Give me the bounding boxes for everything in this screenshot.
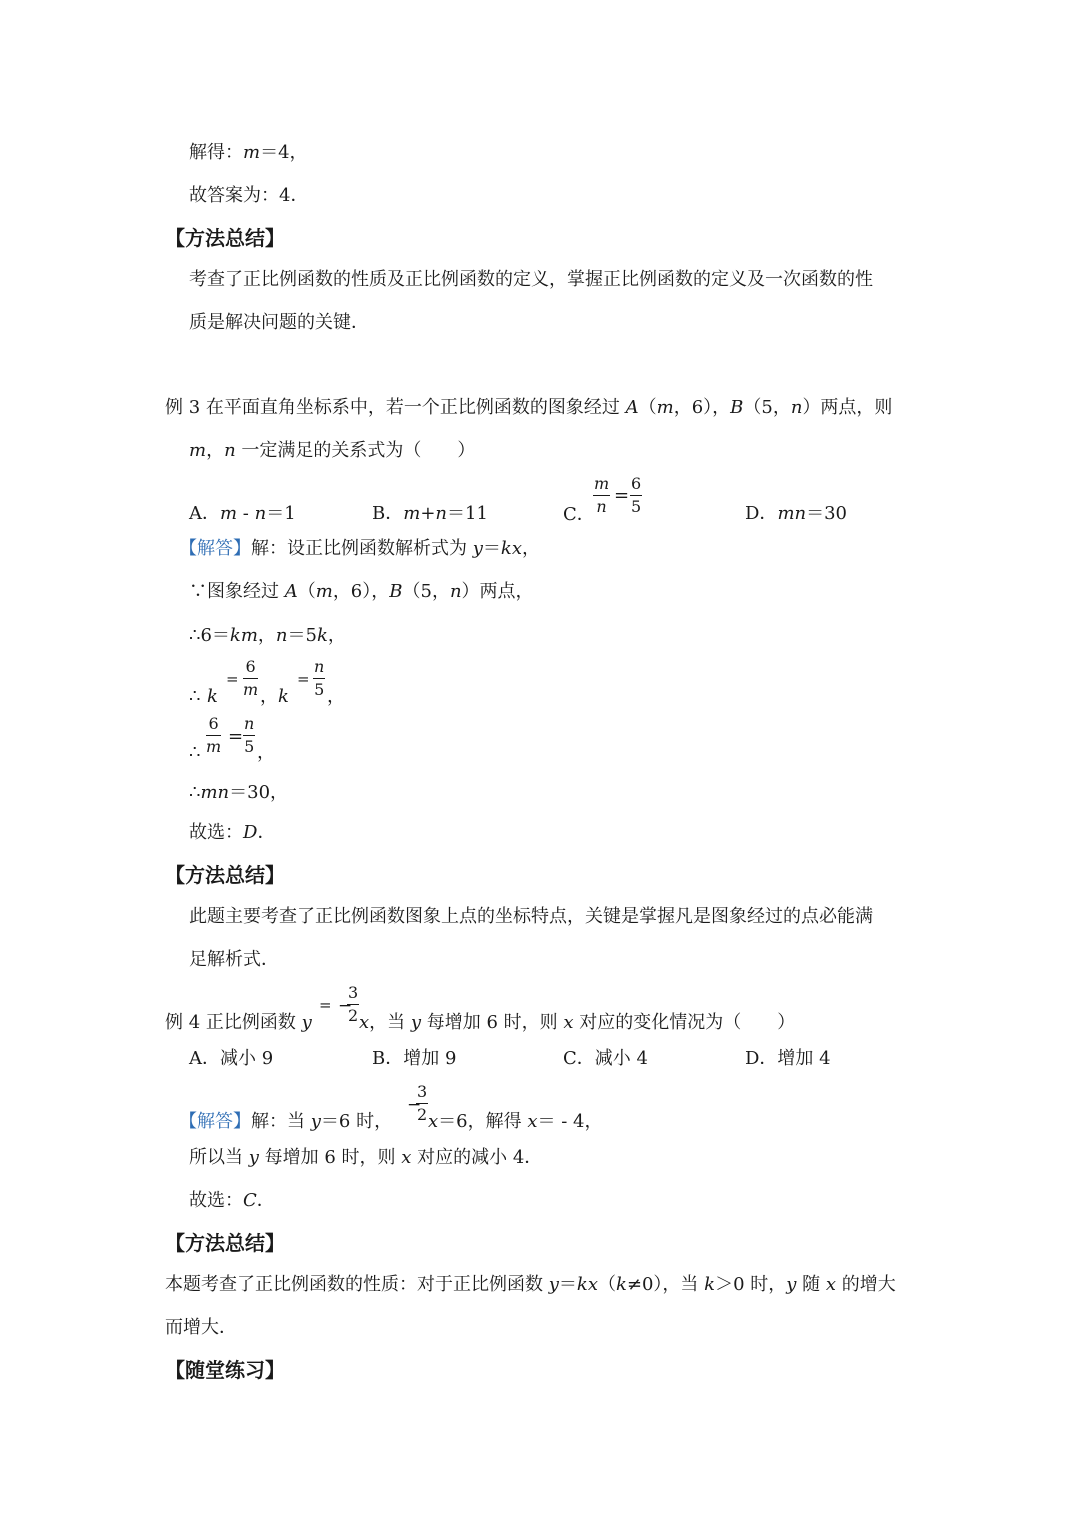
var: n [275, 625, 288, 646]
ex4-question-minus: − [338, 996, 353, 1016]
ex3-step5 [189, 784, 288, 802]
text: ＞0 时， [715, 1274, 787, 1295]
ex3-question-line1 [165, 399, 892, 417]
var: m [220, 503, 238, 524]
text: （ [638, 397, 657, 418]
ex3-step3-k1: k [207, 686, 218, 707]
text: ＝6，解得 [438, 1111, 528, 1132]
answer-tag: 【解答】 [179, 1111, 251, 1132]
var: k [316, 625, 328, 646]
text: 解：设正比例函数解析式为 [251, 538, 473, 559]
denominator: 5 [631, 497, 642, 516]
text: - [237, 503, 255, 524]
ex4-question-eq: = [319, 996, 332, 1014]
ex3-step3-end: ， [327, 686, 345, 707]
summary1-line1: 考查了正比例函数的性质及正比例函数的定义，掌握正比例函数的定义及一次函数的性 [189, 269, 873, 290]
var: mn [200, 782, 230, 803]
ex4-option-c: C．减小 4 [563, 1048, 648, 1069]
text: 故选： [189, 822, 243, 843]
text: ＝6 时， [320, 1111, 393, 1132]
text: 例 4 正比例函数 [165, 1012, 302, 1033]
var: y [410, 1012, 422, 1033]
text: ＝ [482, 538, 501, 559]
ex3-option-c-eq: = [614, 485, 630, 506]
var: kx [500, 538, 522, 559]
ex3-step3-frac2 [313, 659, 325, 698]
text: ． [257, 822, 276, 843]
text: ，6）， [332, 581, 390, 602]
ex3-option-d [745, 505, 847, 523]
text: ）两点，则 [802, 397, 893, 418]
text: 解：当 [251, 1111, 311, 1132]
text: （5， [743, 397, 791, 418]
text: 本题考查了正比例函数的性质：对于正比例函数 [165, 1274, 549, 1295]
label: D． [745, 503, 778, 524]
var: x [428, 1111, 439, 1132]
var: x [359, 1012, 370, 1033]
var: B [389, 581, 403, 602]
summary1-line2: 质是解决问题的关键． [189, 312, 369, 333]
var: y [301, 1012, 312, 1033]
text: ， [257, 625, 276, 646]
text: ≠0），当 [626, 1274, 705, 1295]
var: x [401, 1147, 412, 1168]
var: km [229, 625, 258, 646]
ex4-question-frac [347, 985, 359, 1024]
ex4-question-a [165, 1014, 312, 1032]
text: ， [206, 440, 225, 461]
text: ， [327, 625, 346, 646]
var: m [243, 142, 261, 163]
text: ， [521, 538, 540, 559]
ex4-answer-frac [416, 1084, 428, 1123]
ex3-step4-end: ， [257, 742, 275, 763]
ex3-step3-comma: ， [260, 686, 278, 707]
ex3-step3-eq1: = [226, 670, 239, 688]
text: ，当 [369, 1012, 411, 1033]
summary3-line2: 而增大． [165, 1317, 237, 1338]
ex3-option-c-frac-right [630, 476, 642, 515]
var: m [656, 397, 674, 418]
numerator: n [243, 716, 255, 736]
numerator: 6 [630, 476, 642, 496]
ex3-option-a [189, 505, 296, 523]
text: 一定满足的关系式为（ ） [235, 440, 476, 461]
text: （5， [402, 581, 450, 602]
text: 随 [796, 1274, 826, 1295]
var: m [315, 581, 333, 602]
ex4-line2 [189, 1149, 542, 1167]
denominator: m [243, 680, 259, 699]
var: A [625, 397, 639, 418]
denominator: 5 [314, 680, 325, 699]
ex3-step2 [189, 627, 346, 645]
practice-heading: 【随堂练习】 [165, 1358, 285, 1382]
text: 对应的变化情况为（ ） [573, 1012, 796, 1033]
denominator: 2 [348, 1006, 359, 1025]
text: + [420, 503, 436, 524]
text: ＝ [558, 1274, 577, 1295]
var: n [224, 440, 236, 461]
ex3-question-line2 [189, 442, 475, 460]
text: ，6）， [673, 397, 731, 418]
text: 故选： [189, 1190, 243, 1211]
ex3-option-b [372, 505, 488, 523]
ex3-step6 [189, 824, 275, 842]
var: m [189, 440, 207, 461]
denominator: 5 [244, 737, 255, 756]
summary3-heading: 【方法总结】 [165, 1231, 285, 1255]
ex4-answer-minus: − [407, 1095, 422, 1115]
var: kx [576, 1274, 598, 1295]
text: 的增大 [836, 1274, 896, 1295]
text: ＝5 [287, 625, 317, 646]
text: ∴ [189, 782, 201, 803]
ex3-option-c-label: C． [563, 504, 595, 525]
text: ∵图象经过 [189, 581, 285, 602]
text: ＝11 [447, 503, 488, 524]
numerator: 3 [347, 985, 359, 1005]
label: A． [189, 503, 220, 524]
summary2-line2: 足解析式． [189, 949, 279, 970]
var: n [254, 503, 267, 524]
var: A [284, 581, 298, 602]
sol2-line2: 故答案为：4． [189, 185, 309, 206]
summary3-line1 [165, 1276, 896, 1294]
ex3-option-c-frac-left [593, 476, 610, 515]
text: 所以当 [189, 1147, 249, 1168]
var: C [243, 1190, 257, 1211]
ex4-option-b: B．增加 9 [372, 1048, 457, 1069]
var: n [449, 581, 462, 602]
text: 解得： [189, 142, 243, 163]
var: x [563, 1012, 574, 1033]
var: B [730, 397, 744, 418]
numerator: 6 [206, 716, 221, 736]
summary1-heading: 【方法总结】 [165, 226, 285, 250]
text: ＝ - 4， [537, 1111, 603, 1132]
answer-tag: 【解答】 [179, 538, 251, 559]
ex4-option-d: D．增加 4 [745, 1048, 831, 1069]
label: B． [372, 503, 404, 524]
var: k [615, 1274, 627, 1295]
ex3-step3-therefore: ∴ [189, 686, 201, 707]
text: （ [297, 581, 316, 602]
var: y [248, 1147, 259, 1168]
var: m [403, 503, 421, 524]
numerator: m [593, 476, 610, 496]
ex3-step4-therefore: ∴ [189, 742, 201, 763]
ex4-answer-b [428, 1113, 602, 1131]
text: ＝30， [229, 782, 289, 803]
var: n [790, 397, 803, 418]
text: 对应的减小 4． [411, 1147, 543, 1168]
text: ）两点， [461, 581, 534, 602]
denominator: m [206, 737, 222, 756]
ex3-step4-eq: = [228, 726, 244, 747]
text: 每增加 6 时，则 [421, 1012, 564, 1033]
text: ∴6＝ [189, 625, 230, 646]
ex3-step3-eq2: = [297, 670, 310, 688]
ex3-step4-frac1 [206, 716, 221, 755]
var: D [243, 822, 258, 843]
ex3-answer-line [179, 540, 540, 558]
denominator: n [596, 497, 607, 516]
var: x [825, 1274, 837, 1295]
ex4-answer-a [179, 1113, 392, 1131]
var: mn [777, 503, 807, 524]
sol2-line1 [189, 144, 308, 162]
text: ＝4， [260, 142, 308, 163]
numerator: 3 [416, 1084, 428, 1104]
var: n [435, 503, 447, 524]
var: y [310, 1111, 321, 1132]
var: y [472, 538, 483, 559]
var: k [704, 1274, 716, 1295]
numerator: 6 [243, 659, 258, 679]
var: x [527, 1111, 538, 1132]
text: ＝30 [806, 503, 848, 524]
text: ＝1 [266, 503, 296, 524]
var: y [548, 1274, 559, 1295]
summary2-heading: 【方法总结】 [165, 863, 285, 887]
ex4-line3 [189, 1192, 275, 1210]
summary2-line1: 此题主要考查了正比例函数图象上点的坐标特点，关键是掌握凡是图象经过的点必能满 [189, 906, 873, 927]
ex4-question-b [359, 1014, 795, 1032]
ex3-step3-k2: k [278, 686, 289, 707]
denominator: 2 [417, 1105, 428, 1124]
text: （ [597, 1274, 616, 1295]
var: y [786, 1274, 797, 1295]
ex4-option-a: A．减小 9 [189, 1048, 274, 1069]
ex3-step4-frac2 [243, 716, 255, 755]
text: ． [256, 1190, 275, 1211]
ex3-step1 [189, 583, 534, 601]
numerator: n [313, 659, 325, 679]
ex3-step3-frac1 [243, 659, 258, 698]
text: 每增加 6 时，则 [258, 1147, 402, 1168]
text: 例 3 在平面直角坐标系中，若一个正比例函数的图象经过 [165, 397, 626, 418]
